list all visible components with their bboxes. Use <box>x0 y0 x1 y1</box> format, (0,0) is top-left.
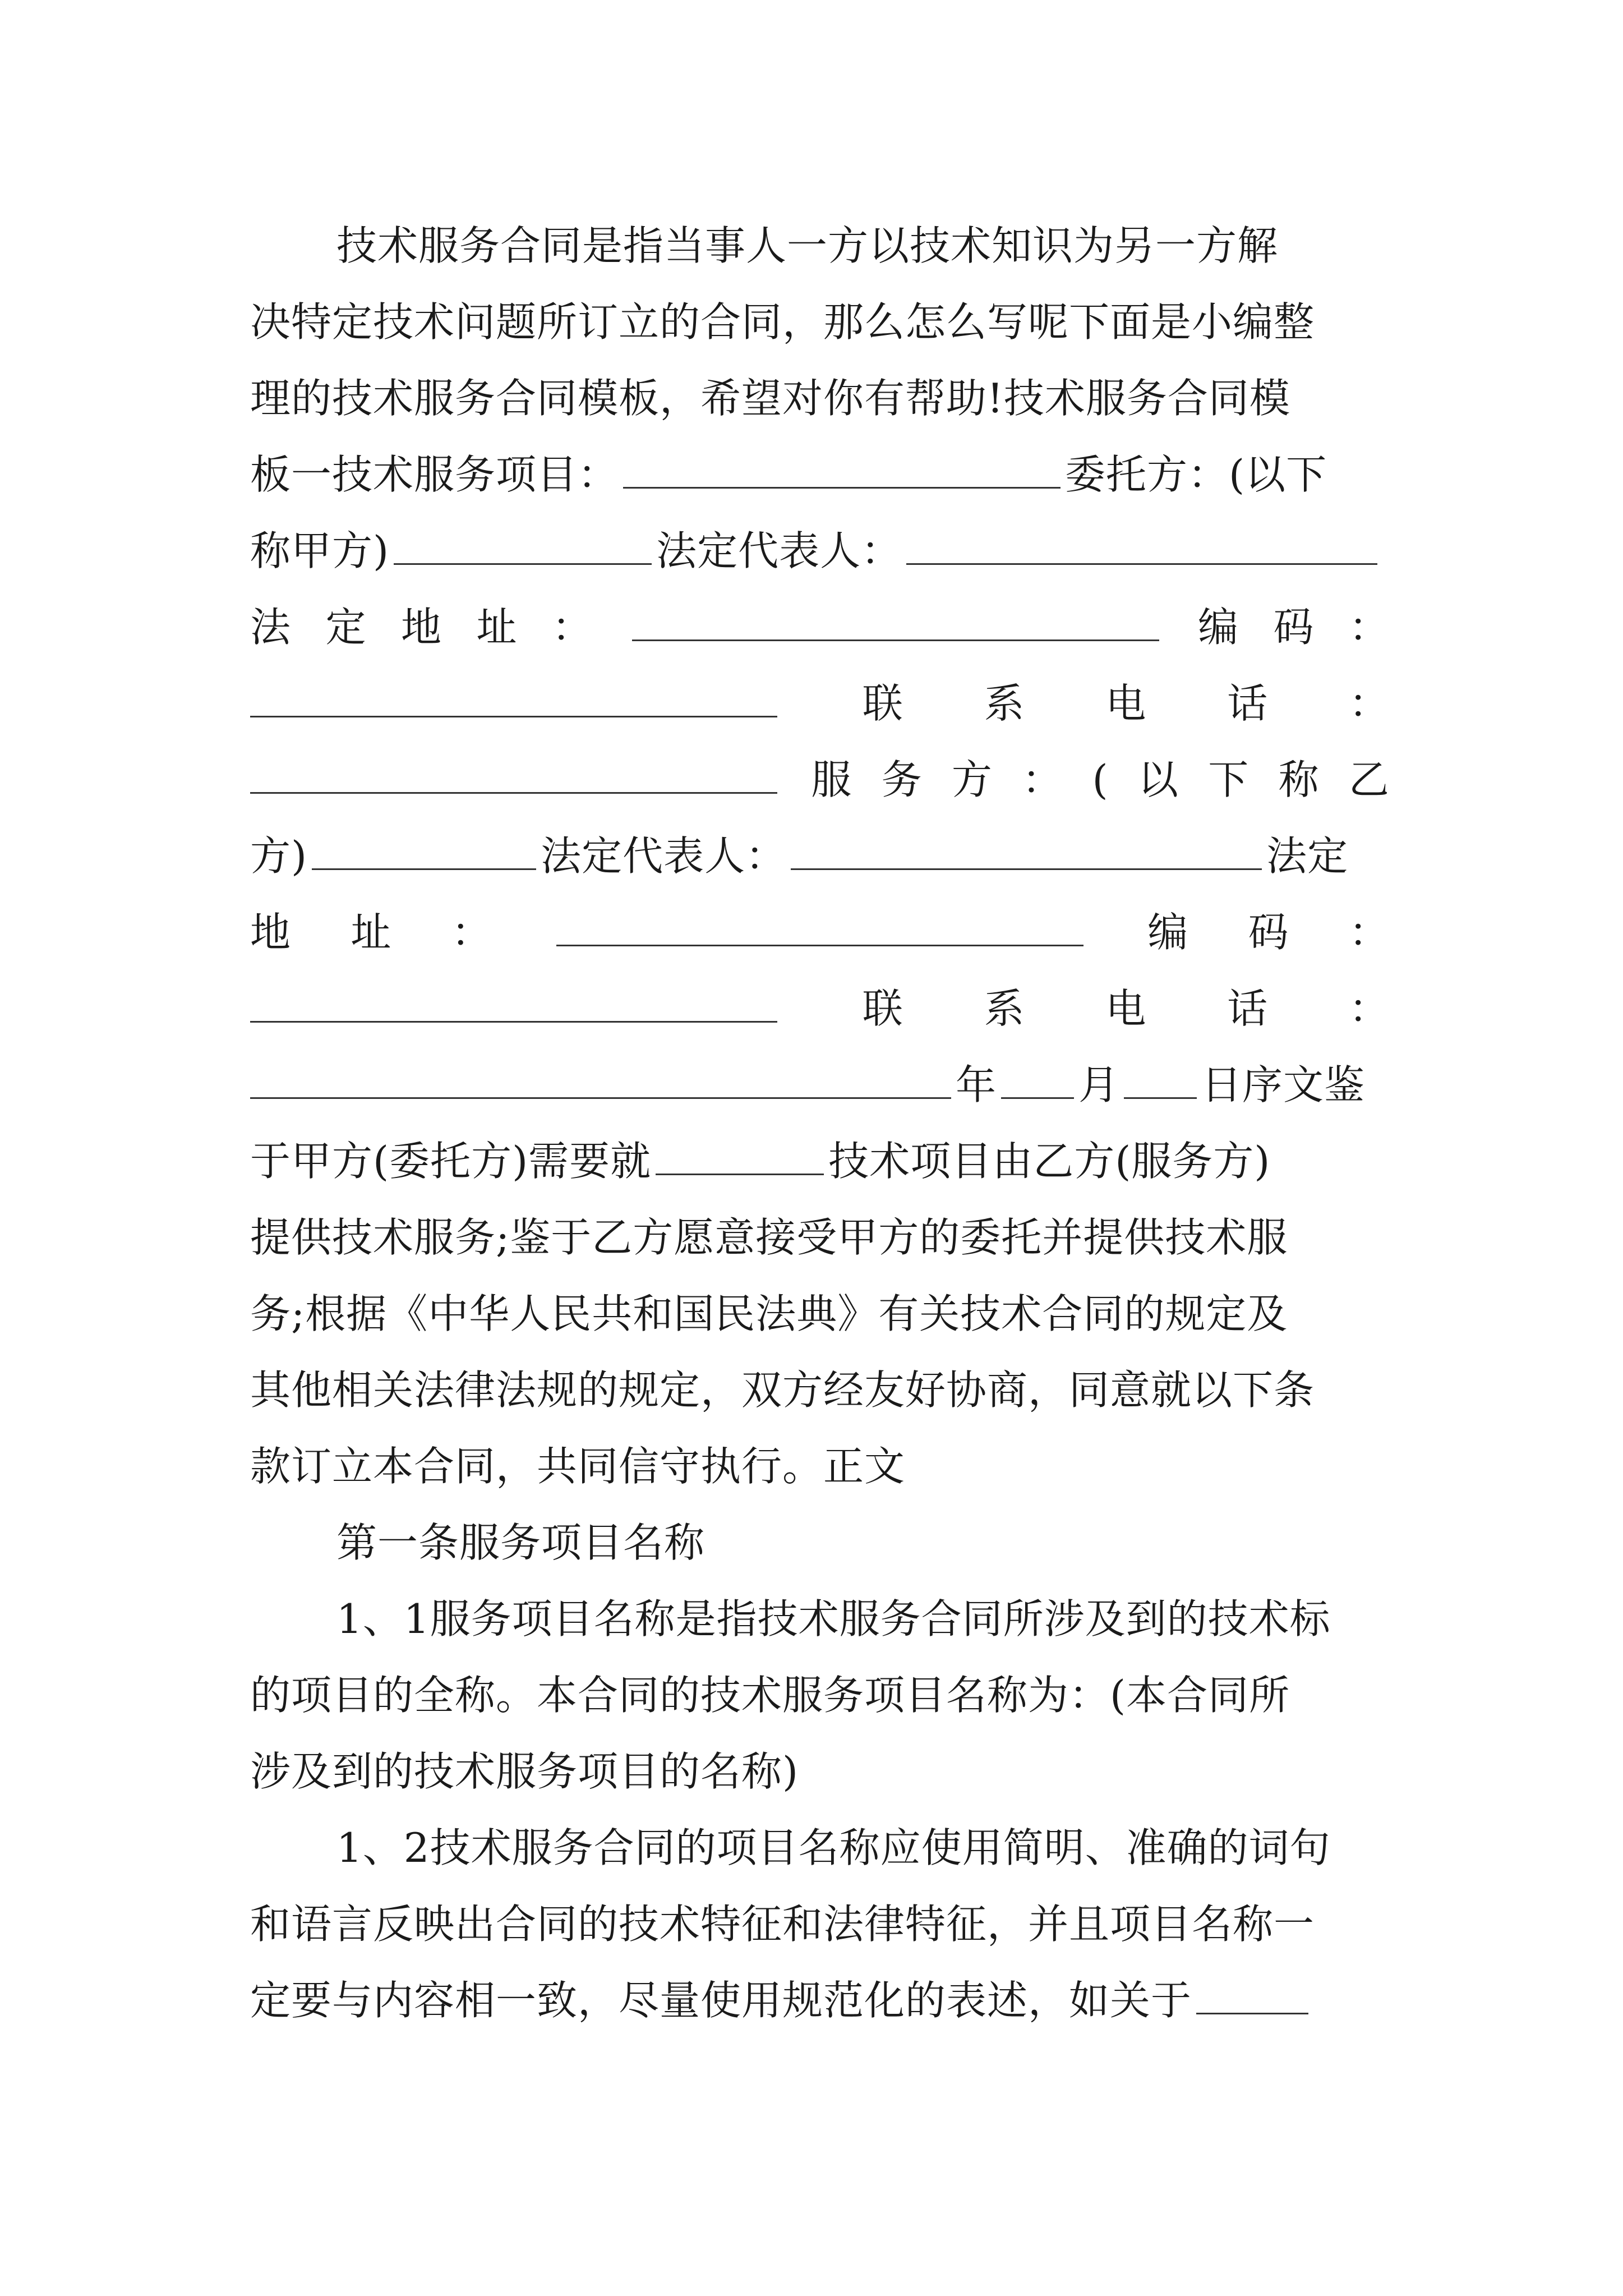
line-char: 以 <box>1137 756 1179 803</box>
fill-in-blank <box>1196 1981 1308 2014</box>
paragraph-line: 和语言反映出合同的技术特征和法律特征，并且项目名称一 <box>250 1901 1315 1948</box>
paragraph-line: 务;根据《中华人民共和国民法典》有关技术合同的规定及 <box>250 1290 1288 1337</box>
line-char: 法 <box>250 604 292 651</box>
line-char: 电 <box>1105 985 1147 1032</box>
fill-in-blank <box>312 837 536 870</box>
line-char: 码 <box>1273 604 1315 651</box>
paragraph-line <box>250 665 1390 742</box>
line-char: ： <box>1348 985 1390 1032</box>
line-char: ： <box>451 909 492 956</box>
fill-in-blank <box>556 913 1083 946</box>
line-char: ： <box>1348 909 1390 956</box>
line-char: 定 <box>325 604 367 651</box>
paragraph-line <box>250 742 1390 818</box>
paragraph-line: 涉及到的技术服务项目的名称) <box>250 1748 799 1795</box>
fill-in-blank <box>906 532 1377 565</box>
paragraph-line: 的项目的全称。本合同的技术服务项目名称为：(本合同所 <box>250 1672 1290 1719</box>
paragraph-line: 其他相关法律法规的规定，双方经友好协商，同意就以下条 <box>250 1366 1315 1414</box>
paragraph-line: 理的技术服务合同模板，希望对你有帮助!技术服务合同模 <box>250 375 1290 422</box>
line-text: 年 <box>956 1061 997 1108</box>
line-text: 法定 <box>1266 832 1349 880</box>
line-char: 联 <box>862 680 903 727</box>
paragraph-line <box>250 436 1390 513</box>
line-text: 委托方：(以下 <box>1065 451 1327 498</box>
line-text: 法定代表人： <box>656 527 902 574</box>
line-char: 乙 <box>1348 756 1390 803</box>
fill-in-blank <box>632 608 1159 641</box>
fill-in-blank <box>1001 1066 1074 1099</box>
paragraph-line <box>250 1047 1390 1123</box>
fill-in-blank <box>250 684 777 717</box>
line-char: 址 <box>476 604 518 651</box>
line-char: ： <box>552 604 593 651</box>
paragraph-line: 款订立本合同，共同信守执行。正文 <box>250 1443 906 1490</box>
line-text: 于甲方(委托方)需要就 <box>250 1138 652 1185</box>
line-char: ： <box>1022 756 1063 803</box>
line-char: ( <box>1092 756 1109 803</box>
paragraph-line: 1、1服务项目名称是指技术服务合同所涉及到的技术标 <box>336 1595 1331 1642</box>
paragraph-line: 提供技术服务;鉴于乙方愿意接受甲方的委托并提供技术服 <box>250 1214 1288 1261</box>
line-char: 务 <box>881 756 923 803</box>
fill-in-blank <box>656 1142 824 1175</box>
line-text: 称甲方) <box>250 527 390 574</box>
line-char: 电 <box>1105 680 1147 727</box>
section-heading: 第一条服务项目名称 <box>336 1519 706 1566</box>
paragraph-line <box>250 513 1390 589</box>
line-text: 方) <box>250 832 308 880</box>
line-char: 编 <box>1197 604 1239 651</box>
line-char: 地 <box>250 909 292 956</box>
paragraph-line: 技术服务合同是指当事人一方以技术知识为另一方解 <box>336 222 1279 269</box>
line-char: 话 <box>1227 985 1269 1032</box>
paragraph-line: 决特定技术问题所订立的合同，那么怎么写呢下面是小编整 <box>250 298 1315 346</box>
paragraph-line <box>250 1123 1390 1199</box>
line-char: ： <box>1348 604 1390 651</box>
line-char: 系 <box>984 985 1025 1032</box>
paragraph-line <box>250 1962 1390 2039</box>
paragraph-line <box>250 894 1390 970</box>
line-char: 下 <box>1208 756 1249 803</box>
fill-in-blank <box>623 455 1061 489</box>
fill-in-blank <box>791 837 1262 870</box>
line-text: 定要与内容相一致，尽量使用规范化的表述，如关于 <box>250 1977 1192 2024</box>
paragraph-line <box>250 589 1390 665</box>
line-char: 地 <box>401 604 442 651</box>
line-char: 话 <box>1227 680 1269 727</box>
line-char: 码 <box>1248 909 1289 956</box>
line-char: 址 <box>351 909 392 956</box>
line-text: 技术项目由乙方(服务方) <box>828 1138 1271 1185</box>
fill-in-blank <box>394 532 652 565</box>
line-text: 法定代表人： <box>541 832 787 880</box>
line-char: 称 <box>1278 756 1320 803</box>
fill-in-blank <box>250 1066 951 1099</box>
fill-in-blank <box>250 990 777 1023</box>
line-char: 编 <box>1147 909 1189 956</box>
paragraph-line <box>250 970 1390 1047</box>
paragraph-line <box>250 818 1390 894</box>
fill-in-blank <box>1124 1066 1197 1099</box>
line-text: 板一技术服务项目： <box>250 451 619 498</box>
line-text: 日序文鉴 <box>1201 1061 1366 1108</box>
line-char: 服 <box>811 756 852 803</box>
fill-in-blank <box>250 761 777 794</box>
line-char: ： <box>1348 680 1390 727</box>
line-text: 月 <box>1078 1061 1120 1108</box>
line-char: 联 <box>862 985 903 1032</box>
line-char: 方 <box>951 756 993 803</box>
paragraph-line: 1、2技术服务合同的项目名称应使用简明、准确的词句 <box>336 1824 1331 1871</box>
line-char: 系 <box>984 680 1025 727</box>
